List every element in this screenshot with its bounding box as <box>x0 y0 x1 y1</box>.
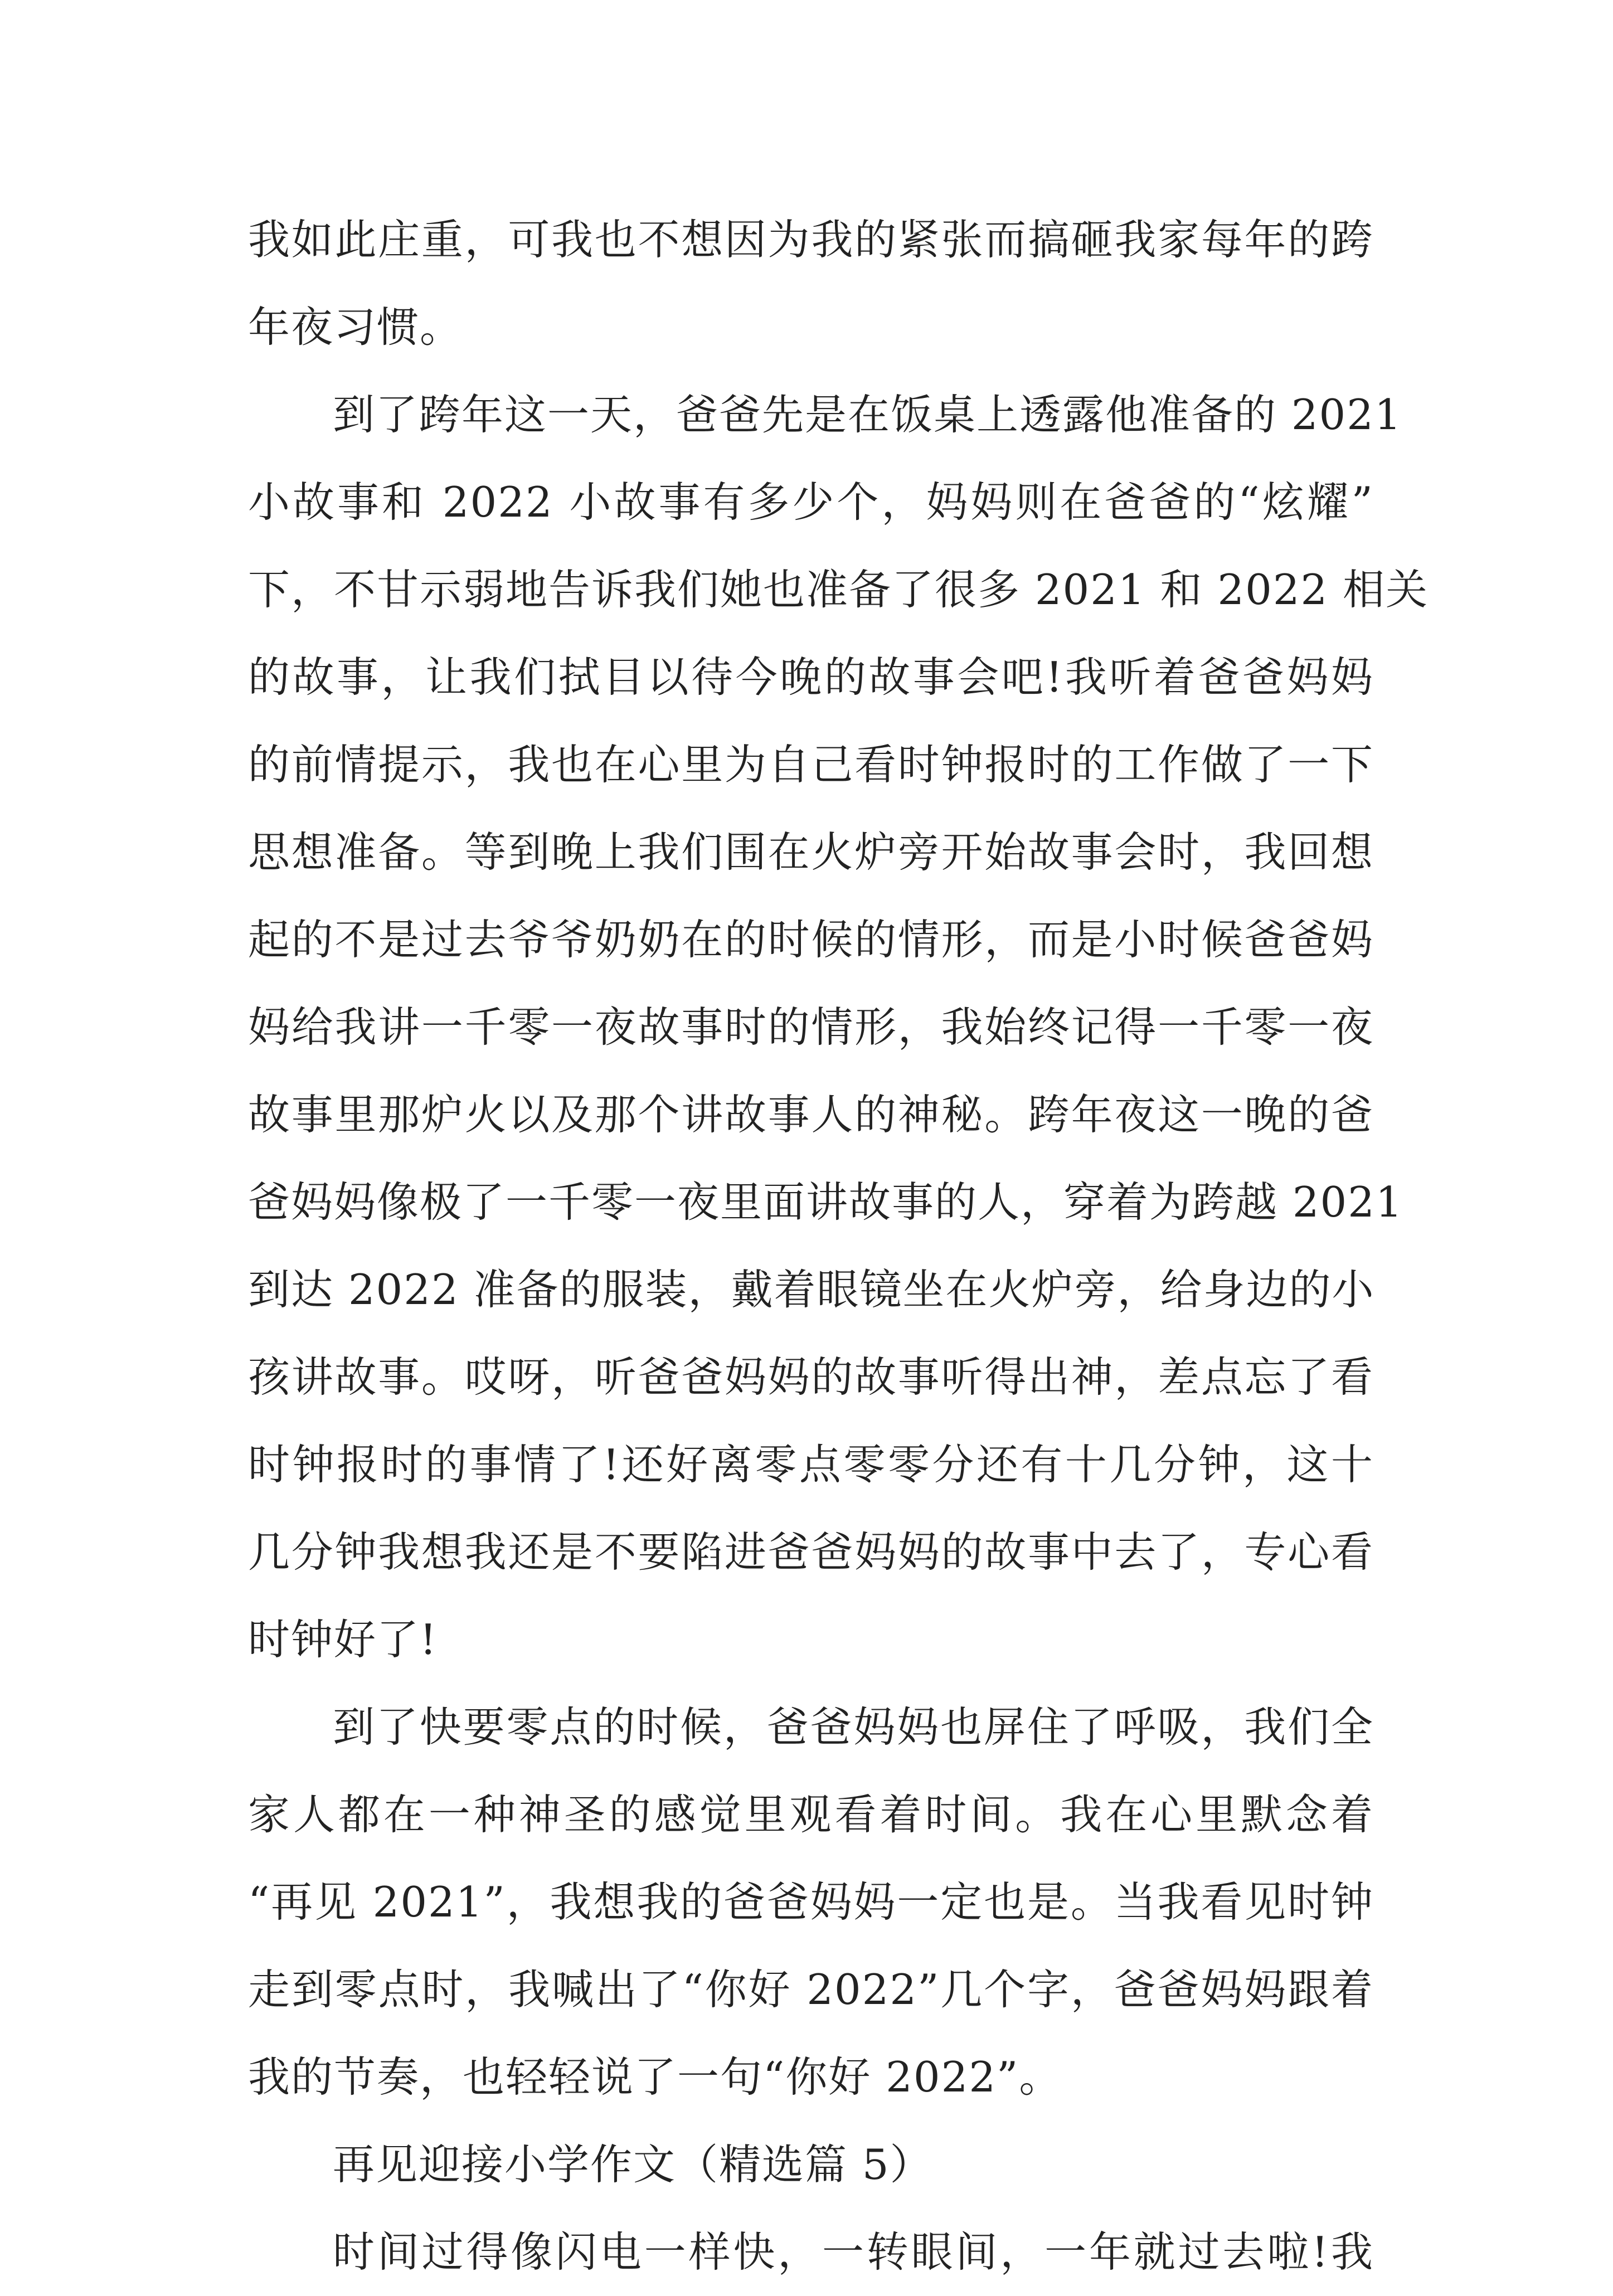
text-line: 几分钟我想我还是不要陷进爸爸妈妈的故事中去了，专心看 <box>248 1528 1374 1577</box>
text-line: “再见 2021”，我想我的爸爸妈妈一定也是。当我看见时钟 <box>248 1877 1374 1927</box>
text-line: 我的节奏，也轻轻说了一句“你好 2022”。 <box>248 2052 1062 2102</box>
text-line: 思想准备。等到晚上我们围在火炉旁开始故事会时，我回想 <box>248 828 1374 877</box>
text-line: 家人都在一种神圣的感觉里观看着时间。我在心里默念着 <box>248 1790 1374 1839</box>
text-line: 时钟好了! <box>248 1615 438 1664</box>
text-line: 到了跨年这一天，爸爸先是在饭桌上透露他准备的 2021 <box>333 390 1402 439</box>
text-line: 下，不甘示弱地告诉我们她也准备了很多 2021 和 2022 相关 <box>248 565 1429 614</box>
text-line: 时间过得像闪电一样快，一转眼间，一年就过去啦!我 <box>333 2227 1374 2276</box>
text-line: 起的不是过去爷爷奶奶在的时候的情形，而是小时候爸爸妈 <box>248 915 1374 964</box>
text-line: 到了快要零点的时候，爸爸妈妈也屏住了呼吸，我们全 <box>333 1702 1374 1752</box>
paragraph-4 <box>248 2209 1374 2296</box>
text-line: 的前情提示，我也在心里为自己看时钟报时的工作做了一下 <box>248 740 1374 789</box>
text-line: 爸妈妈像极了一千零一夜里面讲故事的人，穿着为跨越 2021 <box>248 1178 1403 1227</box>
paragraph-1 <box>248 196 1374 371</box>
section-heading: 再见迎接小学作文（精选篇 5） <box>333 2140 933 2189</box>
text-line: 到达 2022 准备的服装，戴着眼镜坐在火炉旁，给身边的小 <box>248 1265 1375 1314</box>
text-line: 我如此庄重，可我也不想因为我的紧张而搞砸我家每年的跨 <box>248 215 1374 264</box>
paragraph-3 <box>248 1684 1374 2121</box>
text-line: 小故事和 2022 小故事有多少个，妈妈则在爸爸的“炫耀” <box>248 478 1374 527</box>
paragraph-2 <box>248 371 1429 1684</box>
text-line: 故事里那炉火以及那个讲故事人的神秘。跨年夜这一晚的爸 <box>248 1090 1374 1139</box>
text-line: 的故事，让我们拭目以待今晚的故事会吧!我听着爸爸妈妈 <box>248 653 1374 702</box>
text-line: 年夜习惯。 <box>248 303 463 352</box>
text-line: 孩讲故事。哎呀，听爸爸妈妈的故事听得出神，差点忘了看 <box>248 1353 1374 1402</box>
text-line: 时钟报时的事情了!还好离零点零零分还有十几分钟，这十 <box>248 1440 1374 1489</box>
document-body <box>248 196 1429 2296</box>
text-line: 妈给我讲一千零一夜故事时的情形，我始终记得一千零一夜 <box>248 1003 1374 1052</box>
text-line: 走到零点时，我喊出了“你好 2022”几个字，爸爸妈妈跟着 <box>248 1965 1374 2014</box>
